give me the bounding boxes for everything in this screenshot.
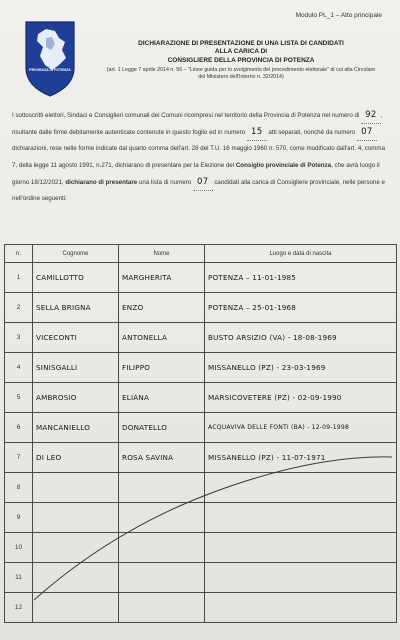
header-n: n. — [5, 245, 33, 263]
declaration-text — [12, 107, 390, 207]
first-name-cell — [119, 503, 205, 533]
table-row — [5, 563, 397, 593]
row-number: 6 — [5, 413, 33, 443]
candidates-table-wrap — [4, 244, 396, 611]
header-title: DICHIARAZIONE DI PRESENTAZIONE DI UNA LISTA DI CANDIDATI — [138, 40, 344, 47]
first-name-cell: ENZO — [119, 293, 205, 323]
table-row — [5, 593, 397, 623]
row-number: 8 — [5, 473, 33, 503]
surname-cell — [33, 473, 119, 503]
birth-place-date-cell — [205, 593, 397, 623]
form-code: Modulo PL_1 – Atto principale — [295, 12, 382, 19]
header-nascita: Luogo e data di nascita — [205, 245, 397, 263]
declaration-part-4: dichiarazioni, rese nelle forme indicate dal quarto comma dell'art. 28 del T.U. 16 maggio 1960 n. 570, come modificato dall'art. 4, comma 7, della legge 11 agosto 1991, n.271, dichiarano di presentare per la Elezione del — [12, 145, 386, 169]
table-row — [5, 353, 397, 383]
first-name-cell — [119, 593, 205, 623]
first-name-cell — [119, 563, 205, 593]
row-number: 10 — [5, 533, 33, 563]
table-row — [5, 263, 397, 293]
row-number: 5 — [5, 383, 33, 413]
table-row — [5, 383, 397, 413]
table-row — [5, 473, 397, 503]
first-name-cell: ELIANA — [119, 383, 205, 413]
birth-place-date-cell — [205, 563, 397, 593]
declaration-part-3: atti separati, nonché da numero — [268, 129, 356, 137]
surname-cell: DI LEO — [33, 443, 119, 473]
declaration-part-1: I sottoscritti elettori, Sindaci e Consiglieri comunali dei Comuni ricompresi nel territorio della Provincia di Potenza nel numero di — [12, 112, 360, 119]
council-name: Consiglio provinciale di Potenza — [235, 161, 332, 169]
num-declarations: 07 — [357, 124, 377, 141]
birth-place-date-cell — [205, 473, 397, 503]
birth-place-date-cell: POTENZA – 25-01-1968 — [205, 293, 397, 323]
surname-cell — [33, 533, 119, 563]
row-number: 4 — [5, 353, 33, 383]
declaration-part-7: candidati alla carica di Consigliere provinciale, nelle persone e nell'ordine seguenti: — [12, 178, 385, 203]
birth-place-date-cell: ACQUAVIVA DELLE FONTI (BA) - 12-09-1998 — [205, 413, 397, 443]
surname-cell: SELLA BRIGNA — [33, 293, 119, 323]
surname-cell: CAMILLOTTO — [33, 263, 119, 293]
table-row — [5, 293, 397, 323]
table-row — [5, 503, 397, 533]
table-row — [5, 323, 397, 353]
row-number: 11 — [5, 563, 33, 593]
candidates-table — [4, 244, 397, 623]
surname-cell — [33, 593, 119, 623]
declaration-part-2: , risultante dalle firme debitamente autenticate contenute in questo foglio ed in numero — [12, 112, 383, 137]
row-number: 9 — [5, 503, 33, 533]
declaration-verb: dichiarano di presentare — [65, 178, 138, 186]
row-number: 7 — [5, 443, 33, 473]
row-number: 2 — [5, 293, 33, 323]
table-row — [5, 443, 397, 473]
row-number: 3 — [5, 323, 33, 353]
birth-place-date-cell: MISSANELLO (PZ) - 11-07-1971 — [205, 443, 397, 473]
first-name-cell: DONATELLO — [119, 413, 205, 443]
birth-place-date-cell — [205, 533, 397, 563]
num-candidates: 07 — [193, 174, 213, 191]
first-name-cell: FILIPPO — [119, 353, 205, 383]
birth-place-date-cell — [205, 503, 397, 533]
logo-text: PROVINCIA DI POTENZA — [29, 68, 71, 72]
declaration-part-6: una lista di numero — [138, 178, 192, 186]
header-nome: Nome — [119, 245, 205, 263]
table-row — [5, 413, 397, 443]
declaration-part-5: , che avrà luogo il giorno 18/12/2021, — [12, 161, 380, 186]
header-subtitle: ALLA CARICA DI — [214, 48, 268, 56]
first-name-cell: ROSA SAVINA — [119, 443, 205, 473]
birth-place-date-cell: BUSTO ARSIZIO (VA) - 18-08-1969 — [205, 323, 397, 353]
birth-place-date-cell: POTENZA – 11-01-1985 — [205, 263, 397, 293]
first-name-cell: ANTONELLA — [119, 323, 205, 353]
row-number: 12 — [5, 593, 33, 623]
province-logo-icon — [22, 20, 78, 98]
num-electors: 92 — [361, 107, 381, 124]
surname-cell: MANCANIELLO — [33, 413, 119, 443]
first-name-cell — [119, 473, 205, 503]
first-name-cell: MARGHERITA — [119, 263, 205, 293]
header-cognome: Cognome — [33, 245, 119, 263]
table-row — [5, 533, 397, 563]
header-note: (art. 1 Legge 7 aprile 2014 n. 56 – "Linee guida per lo svolgimento del procedimento elettorale" di cui alla Circolare del Ministero dell'Interno n. 32/2014) — [106, 67, 376, 81]
num-acts: 15 — [247, 124, 267, 141]
document-header — [106, 40, 376, 81]
birth-place-date-cell: MISSANELLO (PZ) - 23-03-1969 — [205, 353, 397, 383]
first-name-cell — [119, 533, 205, 563]
surname-cell: VICECONTI — [33, 323, 119, 353]
header-office: CONSIGLIERE DELLA PROVINCIA DI POTENZA — [167, 56, 315, 64]
row-number: 1 — [5, 263, 33, 293]
surname-cell — [33, 503, 119, 533]
surname-cell: SINISGALLI — [33, 353, 119, 383]
birth-place-date-cell: MARSICOVETERE (PZ) - 02-09-1990 — [205, 383, 397, 413]
table-header-row — [5, 245, 397, 263]
surname-cell — [33, 563, 119, 593]
surname-cell: AMBROSIO — [33, 383, 119, 413]
